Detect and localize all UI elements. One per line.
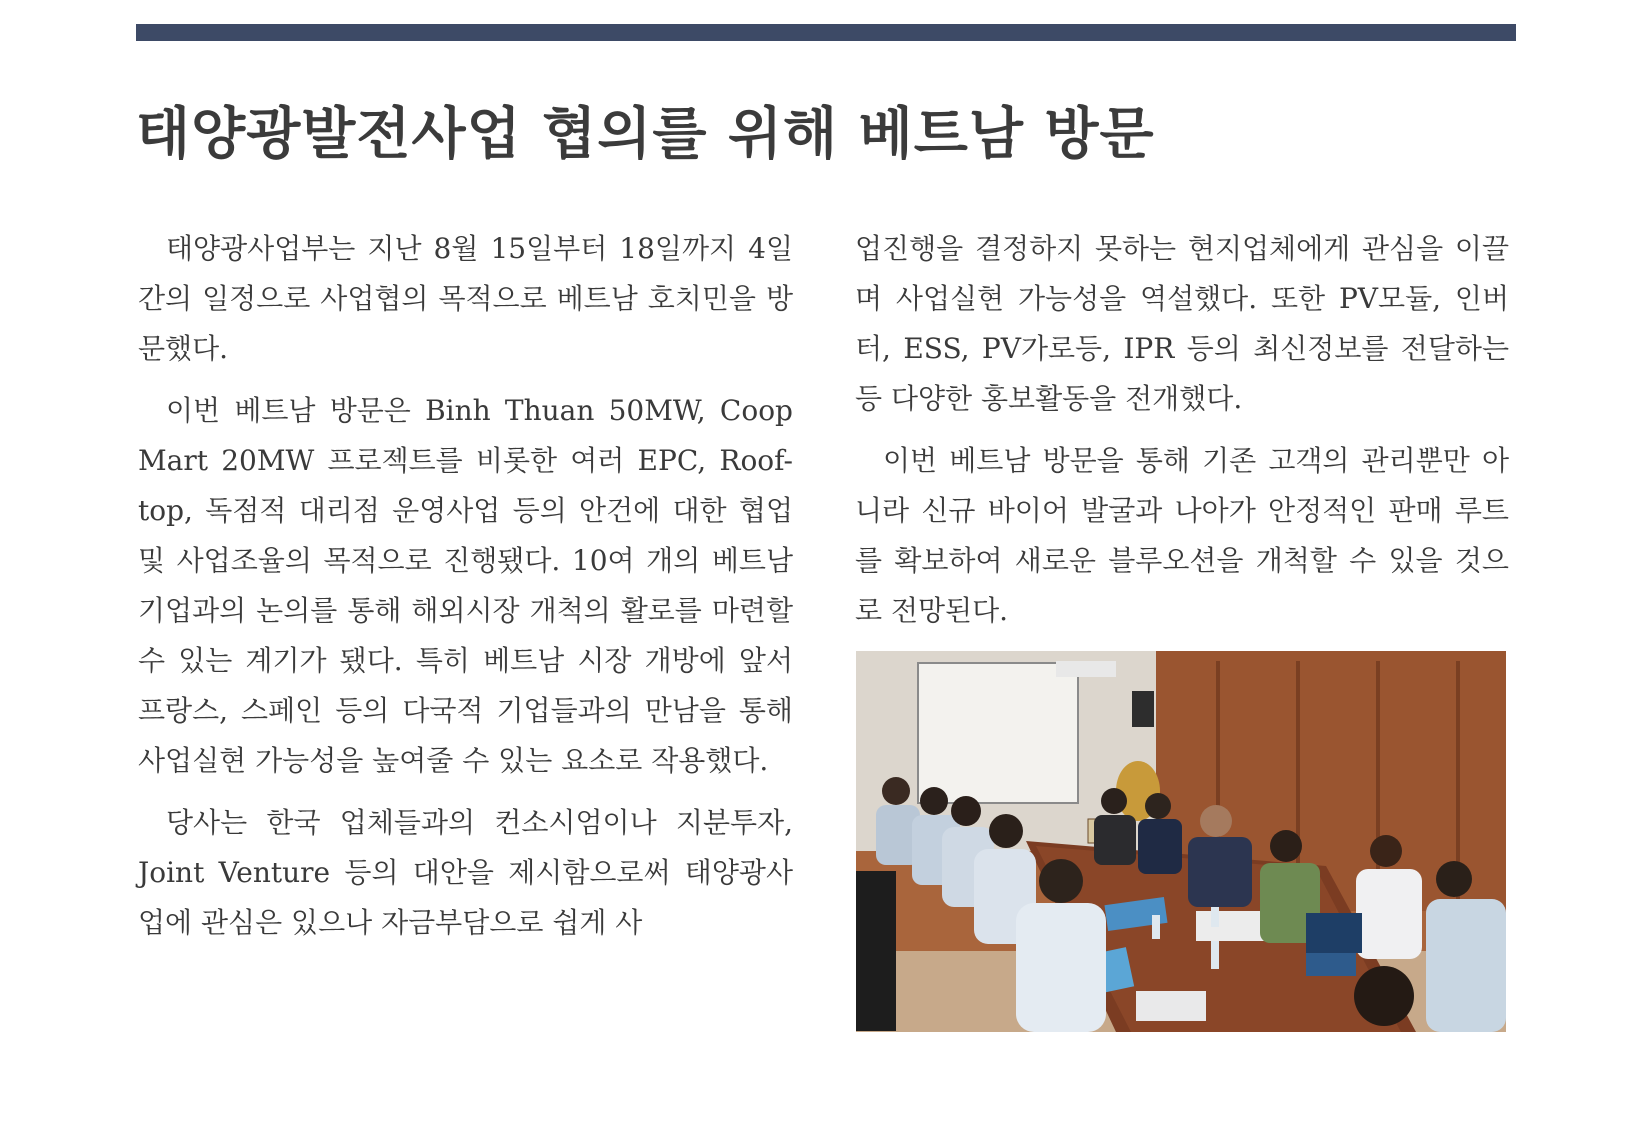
paragraph-projects: 이번 베트남 방문은 Binh Thuan 50MW, Coop Mart 20MW 프로젝트를 비롯한 여러 EPC, Roof-top, 독점적 대리점 운영사업 등의 안건에 대한 협업 및 사업조율의 목적으로 진행됐다. 10여 개의 베트남 기업과의 논의를 통해 해외시장 개척의 활로를 마련할 수 있는 계기가 됐다. 특히 베트남 시장 개방에 앞서 프랑스, 스페인 등의 다국적 기업들과의 만남을 통해 사업실현 가능성을 높여줄 수 있는 요소로 작용했다. xyxy=(138,394,793,777)
article-title: 태양광발전사업 협의를 위해 베트남 방문 xyxy=(136,102,1155,167)
meeting-photo-illustration xyxy=(856,651,1506,1032)
left-column xyxy=(138,224,793,960)
paragraph-outlook: 이번 베트남 방문을 통해 기존 고객의 관리뿐만 아니라 신규 바이어 발굴과 나아가 안정적인 판매 루트를 확보하여 새로운 블루오션을 개척할 수 있을 것으로 전망된다. xyxy=(855,444,1509,627)
paragraph-intro: 태양광사업부는 지난 8월 15일부터 18일까지 4일간의 일정으로 사업협의 목적으로 베트남 호치민을 방문했다. xyxy=(138,232,793,365)
paragraph-continued: 업진행을 결정하지 못하는 현지업체에게 관심을 이끌며 사업실현 가능성을 역설했다. 또한 PV모듈, 인버터, ESS, PV가로등, IPR 등의 최신정보를 전달하는 등 다양한 홍보활동을 전개했다. xyxy=(855,232,1509,415)
right-column xyxy=(855,224,1509,648)
paragraph-consortium: 당사는 한국 업체들과의 컨소시엄이나 지분투자, Joint Venture 등의 대안을 제시함으로써 태양광사업에 관심은 있으나 자금부담으로 쉽게 사 xyxy=(138,806,793,939)
meeting-photo xyxy=(856,651,1506,1032)
header-rule xyxy=(136,24,1516,41)
